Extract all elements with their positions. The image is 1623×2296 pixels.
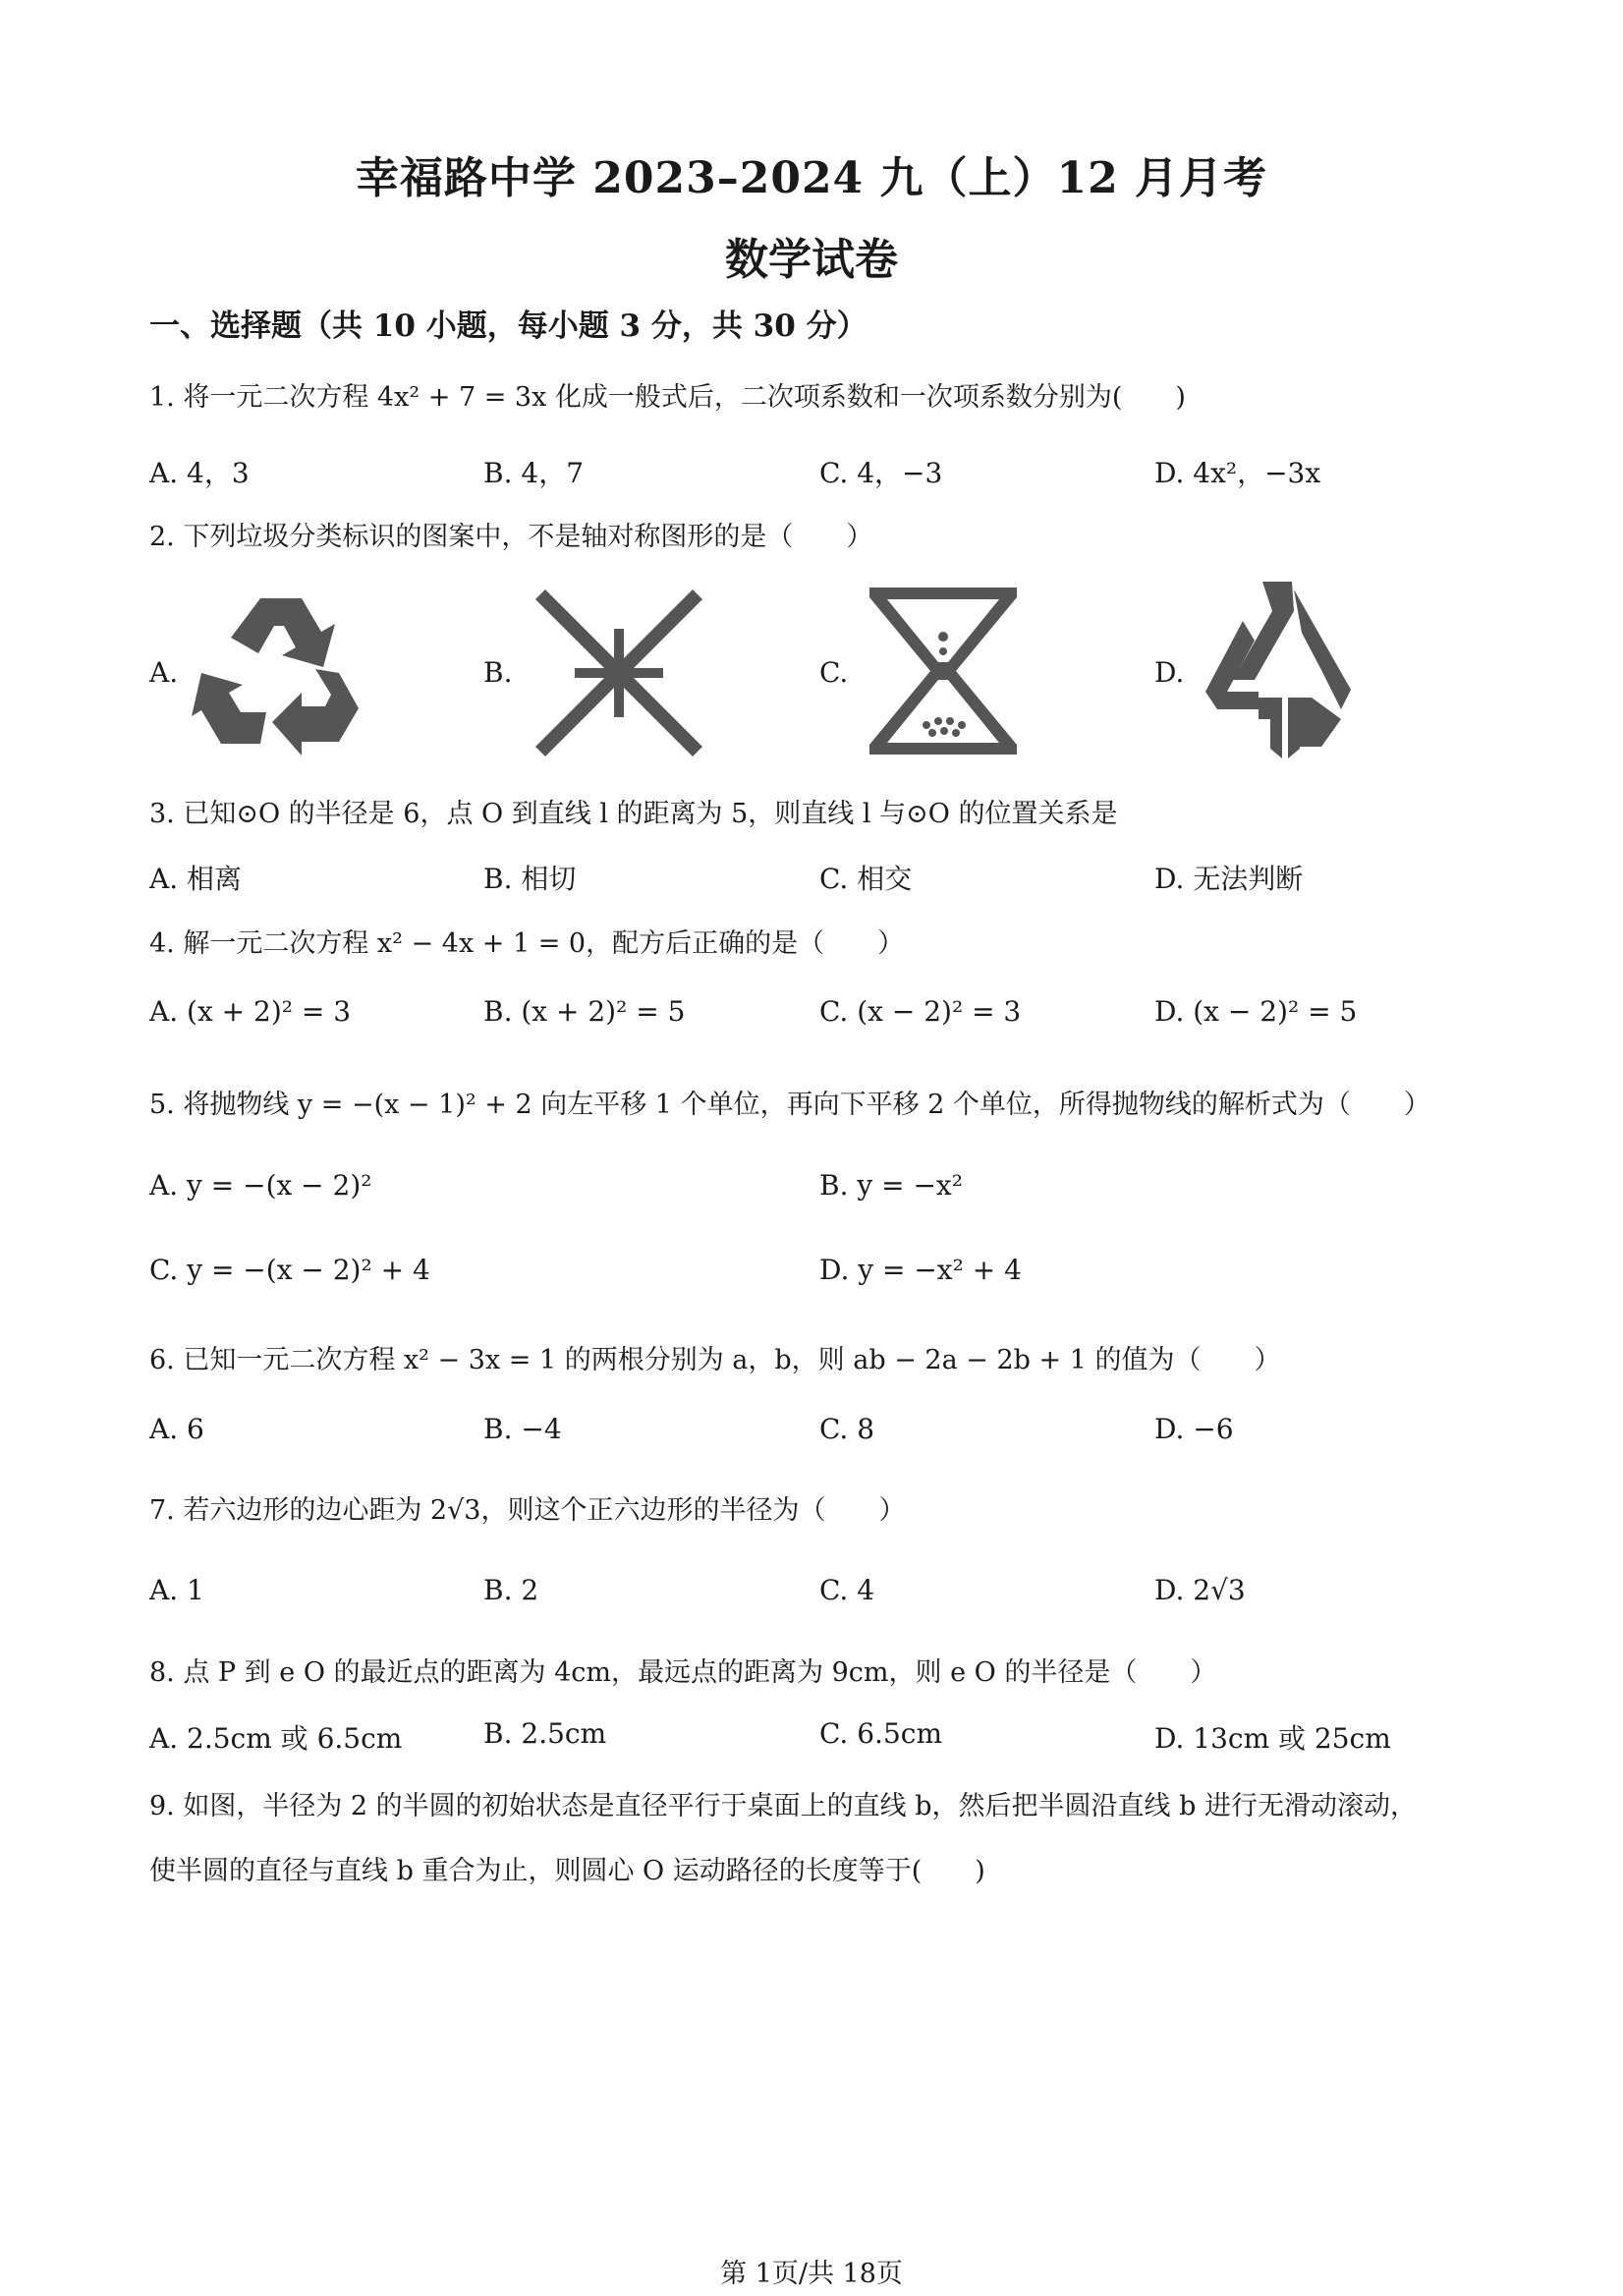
q7-option-c: C. 4 (819, 1574, 875, 1606)
q6-option-d: D. −6 (1154, 1413, 1234, 1445)
q3-option-b: B. 相切 (483, 863, 577, 895)
q3-option-a: A. 相离 (149, 863, 243, 895)
q7-option-b: B. 2 (483, 1574, 539, 1606)
q6-option-c: C. 8 (819, 1413, 875, 1445)
q8-option-c: C. 6.5cm (819, 1717, 942, 1750)
question-4-stem: 4. 解一元二次方程 x² − 4x + 1 = 0，配方后正确的是（ ） (149, 928, 905, 959)
question-2-stem: 2. 下列垃圾分类标识的图案中，不是轴对称图形的是（ ） (149, 522, 873, 552)
question-8-stem: 8. 点 P 到 e O 的最近点的距离为 4cm，最远点的距离为 9cm，则 e O 的半径是（ ） (149, 1657, 1217, 1688)
q4-option-d: D. (x − 2)² = 5 (1154, 995, 1358, 1028)
q2-option-d: D. (1154, 656, 1185, 689)
q5-option-d: D. y = −x² + 4 (819, 1254, 1022, 1286)
q4-option-b: B. (x + 2)² = 5 (483, 995, 686, 1028)
q5-option-b: B. y = −x² (819, 1169, 963, 1202)
exam-subtitle: 数学试卷 (725, 235, 898, 285)
question-9-stem: 9. 如图，半径为 2 的半圆的初始状态是直径平行于桌面上的直线 b，然后把半圆沿直线 b 进行无滑动滚动， (149, 1791, 1417, 1821)
question-9-stem-line2: 使半圆的直径与直线 b 重合为止，则圆心 O 运动路径的长度等于( ) (149, 1856, 985, 1886)
q7-option-d: D. 2√3 (1154, 1574, 1246, 1606)
q4-option-c: C. (x − 2)² = 3 (819, 995, 1022, 1028)
triangle-arrow-figure (1203, 582, 1351, 758)
question-5-stem: 5. 将抛物线 y = −(x − 1)² + 2 向左平移 1 个单位，再向下平移 2 个单位，所得抛物线的解析式为（ ） (149, 1090, 1430, 1120)
q5-option-a: A. y = −(x − 2)² (149, 1169, 372, 1202)
q3-option-d: D. 无法判断 (1154, 863, 1304, 895)
question-1-stem: 1. 将一元二次方程 4x² + 7 = 3x 化成一般式后，二次项系数和一次项系数分别为( ) (149, 382, 1186, 413)
recycle-symbol-figure (192, 587, 368, 761)
inward-arrows-figure (535, 589, 702, 756)
question-6-stem: 6. 已知一元二次方程 x² − 3x = 1 的两根分别为 a，b，则 ab − 2a − 2b + 1 的值为（ ） (149, 1345, 1281, 1375)
q2-option-a: A. (149, 656, 179, 689)
q2-option-b: B. (483, 656, 513, 689)
question-7-stem: 7. 若六边形的边心距为 2√3，则这个正六边形的半径为（ ） (149, 1495, 906, 1526)
q1-option-d: D. 4x²，−3x (1154, 457, 1321, 489)
q5-option-c: C. y = −(x − 2)² + 4 (149, 1254, 430, 1286)
q7-option-a: A. 1 (149, 1574, 204, 1606)
page-footer: 第 1页/共 18页 (720, 2259, 903, 2289)
question-3-stem: 3. 已知⊙O 的半径是 6，点 O 到直线 l 的距离为 5，则直线 l 与⊙O 的位置关系是 (149, 799, 1118, 829)
q1-option-b: B. 4，7 (483, 457, 585, 489)
q2-option-c: C. (819, 656, 849, 689)
q8-option-d: D. 13cm 或 25cm (1154, 1722, 1391, 1755)
exam-title: 幸福路中学 2023–2024 九（上）12 月月考 (355, 153, 1268, 203)
q3-option-c: C. 相交 (819, 863, 913, 895)
q6-option-a: A. 6 (149, 1413, 204, 1445)
q8-option-b: B. 2.5cm (483, 1717, 607, 1750)
q4-option-a: A. (x + 2)² = 3 (149, 995, 352, 1028)
q6-option-b: B. −4 (483, 1413, 562, 1445)
q1-option-a: A. 4，3 (149, 457, 250, 489)
hourglass-figure (869, 588, 1017, 755)
q8-option-a: A. 2.5cm 或 6.5cm (149, 1722, 403, 1755)
section-heading: 一、选择题（共 10 小题，每小题 3 分，共 30 分） (149, 308, 867, 344)
q1-option-c: C. 4，−3 (819, 457, 943, 489)
